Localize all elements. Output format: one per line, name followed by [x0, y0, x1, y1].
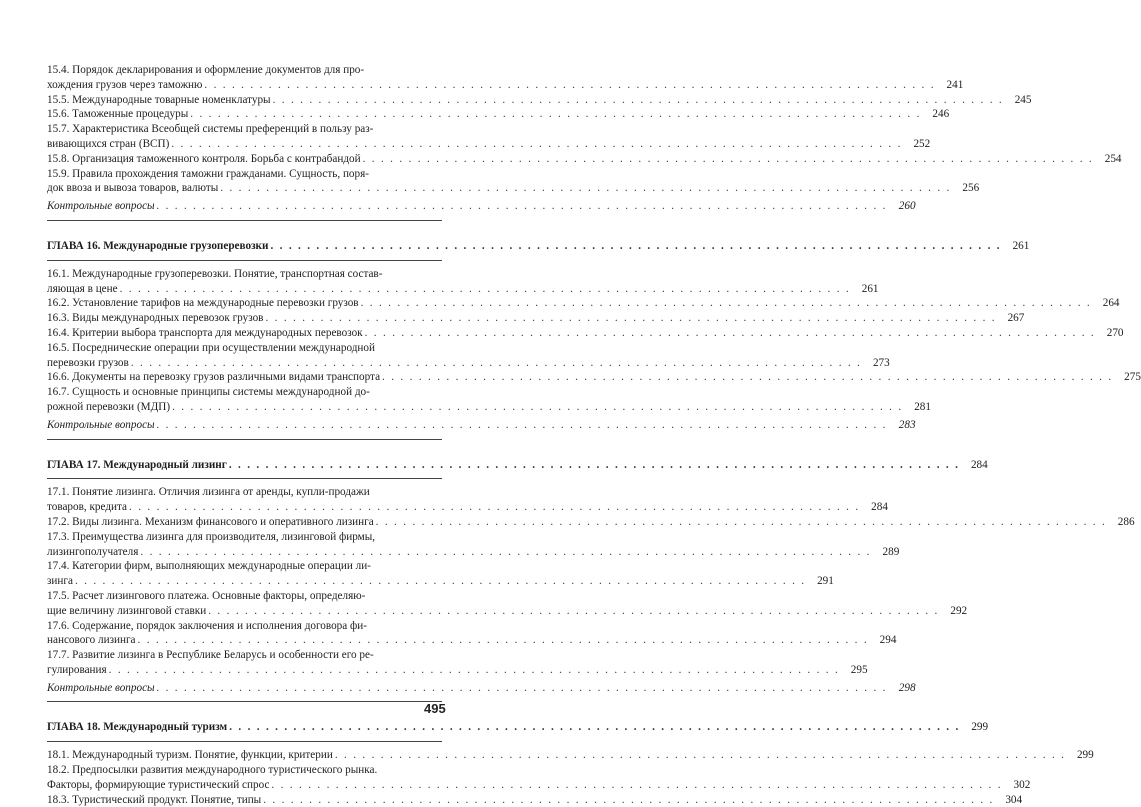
entry-text-line: 16.6. Документы на перевозку грузов различными видами транспорта	[47, 371, 381, 384]
entry-text-line: вивающихся стран (ВСП)	[47, 137, 170, 150]
dot-leader	[218, 181, 953, 196]
entry-text-line: 17.4. Категории фирм, выполняющих международные операции ли-	[47, 560, 371, 573]
entry-page-number: 256	[962, 182, 980, 195]
entry-page-number: 245	[1014, 93, 1032, 106]
dot-leader	[363, 326, 1098, 341]
table-of-contents	[47, 63, 1141, 807]
toc-entry	[47, 748, 1094, 763]
dot-leader	[374, 515, 1109, 530]
toc-entry	[47, 167, 980, 197]
entry-page-number: 270	[1106, 326, 1124, 339]
toc-entry	[47, 122, 931, 152]
entry-page-number: 294	[879, 634, 897, 647]
dot-leader	[136, 633, 871, 648]
dot-leader	[359, 296, 1094, 311]
entry-page-number: 298	[898, 681, 916, 694]
entry-page-number: 284	[871, 501, 888, 514]
entry-page-number: 284	[970, 458, 988, 471]
entry-page-number: 273	[872, 356, 890, 369]
dot-leader	[127, 500, 862, 515]
dot-leader	[380, 370, 1115, 385]
entry-text-line: 18.3. Туристический продукт. Понятие, типы	[47, 793, 262, 806]
entry-page-number: 286	[1117, 515, 1135, 528]
entry-text-line: док ввоза и вывоза товаров, валюты	[47, 182, 219, 195]
entry-page-number: 267	[1007, 312, 1025, 325]
toc-entry	[47, 589, 968, 619]
toc-entry	[47, 619, 897, 649]
dot-leader	[138, 545, 873, 560]
entry-page-number: 292	[950, 604, 968, 617]
dot-leader	[107, 663, 842, 678]
entry-text-line: 16.5. Посреднические операции при осуществлении международной	[47, 341, 375, 354]
entry-text-line: 16.3. Виды международных перевозок грузов	[47, 312, 264, 325]
entry-page-number: 275	[1124, 371, 1141, 384]
dot-leader	[227, 458, 962, 473]
toc-entry	[47, 559, 834, 589]
entry-page-number: 241	[946, 78, 964, 91]
dot-leader	[268, 239, 1003, 254]
toc-entry	[47, 341, 890, 371]
entry-text-line: 16.2. Установление тарифов на международные перевозки грузов	[47, 297, 359, 310]
toc-entry	[47, 311, 1025, 326]
entry-page-number: 246	[932, 108, 950, 121]
toc-entry	[47, 648, 868, 678]
dot-leader	[333, 748, 1068, 763]
entry-text-line: 15.7. Характеристика Всеобщей системы преференций в пользу раз-	[47, 123, 374, 136]
entry-text-line: товаров, кредита	[47, 501, 128, 514]
toc-entry	[47, 793, 1023, 807]
dot-leader	[269, 778, 1004, 793]
dot-leader	[169, 137, 904, 152]
entry-text-line: 15.8. Организация таможенного контроля. Борьба с контрабандой	[47, 152, 361, 165]
entry-text-line: ГЛАВА 16. Международные грузоперевозки	[47, 239, 269, 252]
dot-leader	[129, 356, 864, 371]
entry-text-line: 17.7. Развитие лизинга в Республике Беларусь и особенности его ре-	[47, 649, 374, 662]
entry-text-line: 17.3. Преимущества лизинга для производителя, лизинговой фирмы,	[47, 530, 376, 543]
dot-leader	[188, 107, 923, 122]
entry-text-line: 15.9. Правила прохождения таможни гражданами. Сущность, поря-	[47, 167, 369, 180]
dot-leader	[227, 720, 962, 735]
entry-page-number: 254	[1104, 152, 1122, 165]
dot-leader	[118, 282, 853, 297]
dot-leader	[361, 152, 1096, 167]
entry-text-line: 16.7. Сущность и основные принципы системы международной до-	[47, 386, 370, 399]
entry-text-line: 17.5. Расчет лизингового платежа. Основные факторы, определяю-	[47, 589, 366, 602]
review-questions-entry	[47, 199, 916, 214]
entry-page-number: 302	[1013, 778, 1031, 791]
chapter-heading	[47, 458, 988, 473]
review-questions-entry	[47, 418, 916, 433]
entry-text-line: ГЛАВА 17. Международный лизинг	[47, 458, 227, 471]
entry-text-line: 17.2. Виды лизинга. Механизм финансового и оперативного лизинга	[47, 515, 374, 528]
toc-entry	[47, 152, 1122, 167]
entry-page-number: 291	[817, 575, 834, 588]
entry-text-line: 17.1. Понятие лизинга. Отличия лизинга от аренды, купли-продажи	[47, 486, 370, 499]
entry-page-number: 299	[971, 721, 989, 734]
entry-text-line: 15.5. Международные товарные номенклатуры	[47, 93, 271, 106]
dot-leader	[73, 574, 808, 589]
entry-text-line: лизингополучателя	[47, 545, 139, 558]
entry-page-number: 260	[898, 200, 916, 213]
toc-entry	[47, 370, 1141, 385]
entry-text-line: ляющая в цене	[47, 282, 118, 295]
dot-leader	[206, 604, 941, 619]
entry-text-line: Контрольные вопросы	[47, 681, 155, 694]
entry-text-line: 16.1. Международные грузоперевозки. Понятие, транспортная состав-	[47, 267, 383, 280]
entry-text-line: рожной перевозки (МДП)	[47, 400, 171, 413]
entry-text-line: 15.4. Порядок декларирования и оформление документов для про-	[47, 64, 365, 76]
toc-entry	[47, 485, 888, 515]
entry-text-line: Контрольные вопросы	[47, 418, 155, 431]
toc-entry	[47, 63, 964, 93]
entry-text-line: ГЛАВА 18. Международный туризм	[47, 721, 228, 734]
dot-leader	[263, 311, 998, 326]
entry-page-number: 264	[1102, 297, 1120, 310]
entry-page-number: 304	[1005, 793, 1023, 806]
dot-leader	[155, 199, 890, 214]
toc-entry	[47, 296, 1120, 311]
entry-text-line: нансового лизинга	[47, 634, 136, 647]
entry-text-line: Факторы, формирующие туристический спрос	[47, 778, 270, 791]
entry-text-line: щие величину лизинговой ставки	[47, 604, 207, 617]
review-questions-entry	[47, 681, 916, 696]
dot-leader	[170, 400, 905, 415]
toc-entry	[47, 515, 1135, 530]
chapter-heading	[47, 239, 1030, 254]
toc-entry	[47, 267, 879, 297]
entry-text-line: хождения грузов через таможню	[47, 78, 203, 91]
entry-text-line: 15.6. Таможенные процедуры	[47, 108, 189, 121]
entry-text-line: 18.1. Международный туризм. Понятие, функции, критерии	[47, 749, 333, 762]
entry-page-number: 252	[913, 137, 931, 150]
entry-text-line: перевозки грузов	[47, 356, 129, 369]
dot-leader	[155, 418, 890, 433]
chapter-heading	[47, 720, 989, 735]
toc-entry	[47, 107, 950, 122]
dot-leader	[202, 78, 937, 93]
entry-page-number: 299	[1076, 749, 1094, 762]
entry-text-line: 16.4. Критерии выбора транспорта для международных перевозок	[47, 326, 363, 339]
entry-text-line: зинга	[47, 575, 73, 588]
entry-text-line: гулирования	[47, 663, 107, 676]
entry-text-line: 18.2. Предпосылки развития международного туристического рынка.	[47, 764, 378, 777]
toc-entry	[47, 326, 1124, 341]
toc-entry	[47, 385, 931, 415]
entry-page-number: 261	[861, 282, 879, 295]
page-number: 495	[424, 701, 446, 716]
toc-entry	[47, 763, 1031, 793]
dot-leader	[271, 93, 1006, 108]
entry-page-number: 281	[914, 400, 931, 413]
entry-text-line: Контрольные вопросы	[47, 200, 155, 213]
toc-entry	[47, 530, 900, 560]
toc-entry	[47, 93, 1032, 108]
entry-page-number: 289	[882, 545, 900, 558]
dot-leader	[261, 793, 996, 807]
entry-page-number: 261	[1012, 239, 1030, 252]
entry-page-number: 283	[898, 418, 916, 431]
entry-text-line: 17.6. Содержание, порядок заключения и исполнения договора фи-	[47, 619, 367, 632]
dot-leader	[155, 681, 890, 696]
entry-page-number: 295	[850, 663, 868, 676]
